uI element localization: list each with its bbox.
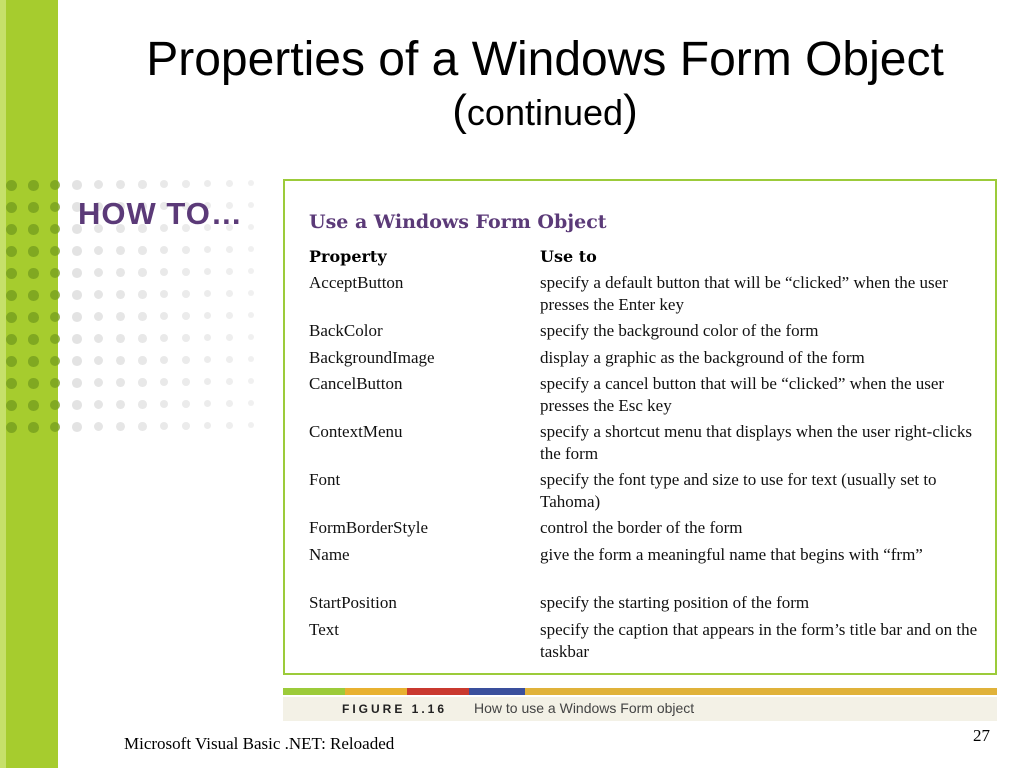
row-use: specify a shortcut menu that displays when the user right-clicks the form	[540, 422, 972, 463]
decorative-dot	[226, 400, 233, 407]
decorative-dot	[138, 378, 147, 387]
decorative-dot	[72, 378, 82, 388]
row-property: AcceptButton	[309, 273, 404, 292]
decorative-dot	[182, 400, 190, 408]
decorative-dot	[50, 312, 60, 322]
row-property: Text	[309, 620, 339, 639]
row-property: ContextMenu	[309, 422, 403, 441]
decorative-dot	[116, 422, 125, 431]
decorative-dot	[182, 268, 190, 276]
decorative-dot	[94, 312, 103, 321]
decorative-dot	[72, 356, 82, 366]
decorative-dot	[248, 290, 254, 296]
decorative-dot	[6, 290, 17, 301]
decorative-dot	[160, 378, 168, 386]
decorative-dot	[50, 356, 60, 366]
strip-segment-green	[283, 688, 345, 695]
row-property: Name	[309, 545, 350, 564]
decorative-dot	[6, 400, 17, 411]
decorative-dot	[204, 422, 211, 429]
figure-label: FIGURE 1.16	[342, 702, 448, 716]
decorative-dot	[248, 400, 254, 406]
row-use: specify the caption that appears in the form’s title bar and on the taskbar	[540, 620, 978, 661]
decorative-dot	[248, 378, 254, 384]
decorative-dot	[116, 356, 125, 365]
decorative-dot	[226, 180, 233, 187]
decorative-dot	[28, 312, 39, 323]
decorative-dot	[50, 400, 60, 410]
decorative-dot	[72, 312, 82, 322]
decorative-dot	[6, 356, 17, 367]
decorative-dot	[248, 356, 254, 362]
title-paren-close: )	[623, 86, 638, 135]
decorative-dot	[28, 268, 39, 279]
decorative-dot	[28, 180, 39, 191]
decorative-dot	[138, 180, 147, 189]
decorative-dot	[94, 400, 103, 409]
decorative-dot	[248, 268, 254, 274]
decorative-dot	[28, 290, 39, 301]
decorative-dot	[138, 312, 147, 321]
decorative-dot	[116, 312, 125, 321]
decorative-dot	[116, 268, 125, 277]
decorative-dot	[182, 422, 190, 430]
decorative-dot	[160, 422, 168, 430]
decorative-dot	[28, 356, 39, 367]
decorative-dot	[6, 334, 17, 345]
column-header-use: Use to	[540, 247, 597, 266]
decorative-dot	[182, 378, 190, 386]
decorative-dot	[248, 202, 254, 208]
decorative-dot	[94, 268, 103, 277]
slide-title-line1: Properties of a Windows Form Object	[146, 33, 944, 86]
decorative-dot	[6, 246, 17, 257]
decorative-dot	[50, 268, 60, 278]
decorative-dot	[160, 246, 168, 254]
decorative-dot	[116, 180, 125, 189]
decorative-dot	[160, 356, 168, 364]
decorative-dot	[204, 246, 211, 253]
row-property: FormBorderStyle	[309, 518, 428, 537]
decorative-dot	[116, 400, 125, 409]
decorative-dot	[6, 180, 17, 191]
decorative-dot	[226, 356, 233, 363]
decorative-dot	[138, 400, 147, 409]
decorative-dot	[138, 246, 147, 255]
decorative-dot	[28, 422, 39, 433]
decorative-dot	[226, 334, 233, 341]
decorative-dot	[138, 290, 147, 299]
decorative-dot	[94, 334, 103, 343]
row-property: BackColor	[309, 321, 383, 340]
decorative-dot	[160, 400, 168, 408]
decorative-dot	[28, 202, 39, 213]
row-use: specify the starting position of the form	[540, 593, 810, 612]
slide-footer: Microsoft Visual Basic .NET: Reloaded	[124, 734, 395, 753]
decorative-dot	[204, 400, 211, 407]
decorative-dot	[72, 246, 82, 256]
decorative-dot	[94, 356, 103, 365]
decorative-dot	[226, 378, 233, 385]
row-use: give the form a meaningful name that begins with “frm”	[540, 545, 923, 564]
decorative-dot	[160, 334, 168, 342]
decorative-dot	[204, 180, 211, 187]
decorative-dot	[160, 312, 168, 320]
decorative-dot	[6, 312, 17, 323]
slide-title	[90, 32, 1000, 136]
decorative-dot	[248, 224, 254, 230]
decorative-dot	[6, 422, 17, 433]
figure-panel-title: Use a Windows Form Object	[309, 211, 607, 233]
decorative-dot	[50, 224, 60, 234]
decorative-dot	[28, 246, 39, 257]
decorative-dot	[72, 290, 82, 300]
decorative-dot	[226, 312, 233, 319]
decorative-dot	[6, 224, 17, 235]
decorative-dot	[204, 356, 211, 363]
decorative-dot	[72, 180, 82, 190]
decorative-dot	[116, 290, 125, 299]
row-use: specify a default button that will be “clicked” when the user presses the Enter key	[540, 273, 948, 314]
decorative-dot	[50, 378, 60, 388]
decorative-dot	[138, 422, 147, 431]
row-use: specify a cancel button that will be “clicked” when the user presses the Esc key	[540, 374, 945, 415]
decorative-dot	[248, 422, 254, 428]
row-property: StartPosition	[309, 593, 397, 612]
decorative-dot	[72, 268, 82, 278]
row-property: Font	[309, 470, 341, 489]
decorative-dot	[182, 290, 190, 298]
strip-segment-red	[407, 688, 469, 695]
decorative-dot	[248, 334, 254, 340]
decorative-dot	[72, 422, 82, 432]
decorative-dot	[248, 180, 254, 186]
decorative-dot	[226, 246, 233, 253]
decorative-dot	[204, 312, 211, 319]
decorative-dot	[50, 422, 60, 432]
decorative-dot	[160, 180, 168, 188]
decorative-dot	[28, 400, 39, 411]
strip-segment-orange	[345, 688, 407, 695]
decorative-dot	[94, 246, 103, 255]
row-use: specify the font type and size to use for text (usually set to Tahoma)	[540, 470, 937, 511]
decorative-dot	[226, 422, 233, 429]
row-property: CancelButton	[309, 374, 403, 393]
decorative-dot	[28, 224, 39, 235]
decorative-dot	[94, 290, 103, 299]
decorative-dot	[116, 378, 125, 387]
strip-segment-gold	[525, 688, 997, 695]
decorative-dot	[50, 290, 60, 300]
figure-panel	[283, 179, 997, 675]
decorative-dot	[6, 268, 17, 279]
decorative-dot	[182, 334, 190, 342]
figure-caption: How to use a Windows Form object	[474, 700, 695, 716]
decorative-dot	[94, 422, 103, 431]
decorative-dot	[72, 334, 82, 344]
decorative-dot	[72, 400, 82, 410]
decorative-dot	[182, 180, 190, 188]
decorative-dot	[204, 290, 211, 297]
row-property: BackgroundImage	[309, 348, 435, 367]
decorative-dot	[28, 334, 39, 345]
page-number: 27	[973, 726, 990, 745]
decorative-dot	[116, 246, 125, 255]
decorative-dot	[182, 246, 190, 254]
decorative-dot	[160, 268, 168, 276]
decorative-dot	[116, 334, 125, 343]
decorative-dot	[204, 268, 211, 275]
decorative-dot	[248, 246, 254, 252]
decorative-dot	[50, 334, 60, 344]
decorative-dot	[160, 290, 168, 298]
decorative-dot	[50, 202, 60, 212]
decorative-dot	[248, 312, 254, 318]
decorative-dot	[94, 180, 103, 189]
howto-heading: HOW TO…	[78, 196, 243, 231]
decorative-dot	[50, 246, 60, 256]
column-header-property: Property	[309, 247, 387, 266]
slide-title-line2	[90, 88, 1000, 136]
decorative-dot	[6, 202, 17, 213]
decorative-dot	[28, 378, 39, 389]
decorative-dot	[226, 290, 233, 297]
decorative-dot	[204, 378, 211, 385]
decorative-dot	[138, 356, 147, 365]
row-use: display a graphic as the background of the form	[540, 348, 865, 367]
decorative-dot	[138, 334, 147, 343]
decorative-dot	[94, 378, 103, 387]
title-paren-open: (	[452, 86, 467, 135]
decorative-dot	[138, 268, 147, 277]
row-use: control the border of the form	[540, 518, 743, 537]
title-continued: continued	[466, 92, 624, 133]
decorative-dot	[6, 378, 17, 389]
decorative-dot	[50, 180, 60, 190]
strip-segment-blue	[469, 688, 525, 695]
decorative-dot	[182, 356, 190, 364]
decorative-dot	[204, 334, 211, 341]
decorative-dot	[182, 312, 190, 320]
row-use: specify the background color of the form	[540, 321, 819, 340]
decorative-dot	[226, 268, 233, 275]
